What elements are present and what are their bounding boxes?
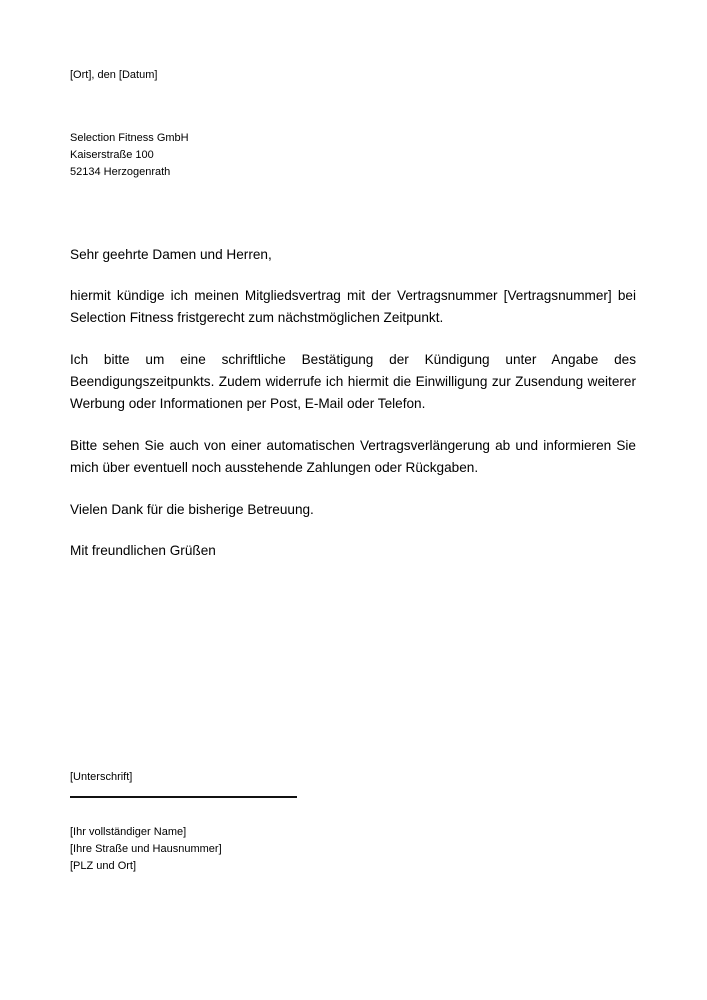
paragraph-cancellation: hiermit kündige ich meinen Mitgliedsvertrag mit der Vertragsnummer [Vertragsnummer] bei Selection Fitness fristgerecht zum nächstmöglichen Zeitpunkt. <box>70 288 636 325</box>
recipient-city: 52134 Herzogenrath <box>70 166 171 178</box>
paragraph-confirmation: Ich bitte um eine schriftliche Bestätigung der Kündigung unter Angabe des Beendigungszeitpunkts. Zudem widerrufe ich hiermit die Einwilligung zur Zusendung weiterer Werbung oder Informationen per Post, E-Mail oder Telefon. <box>70 352 636 411</box>
signature-placeholder: [Unterschrift] <box>70 771 133 783</box>
recipient-name: Selection Fitness GmbH <box>70 132 189 144</box>
recipient-address <box>70 130 189 181</box>
signature-line <box>70 796 297 798</box>
closing: Mit freundlichen Grüßen <box>70 543 216 558</box>
recipient-street: Kaiserstraße 100 <box>70 149 154 161</box>
sender-city: [PLZ und Ort] <box>70 860 137 872</box>
place-date: [Ort], den [Datum] <box>70 69 158 81</box>
sender-street: [Ihre Straße und Hausnummer] <box>70 843 222 855</box>
salutation: Sehr geehrte Damen und Herren, <box>70 247 272 262</box>
paragraph-thanks: Vielen Dank für die bisherige Betreuung. <box>70 502 314 517</box>
sender-address <box>70 824 222 875</box>
sender-name: [Ihr vollständiger Name] <box>70 826 187 838</box>
paragraph-extension: Bitte sehen Sie auch von einer automatischen Vertragsverlängerung ab und informieren Sie mich über eventuell noch ausstehende Zahlungen oder Rückgaben. <box>70 438 636 475</box>
